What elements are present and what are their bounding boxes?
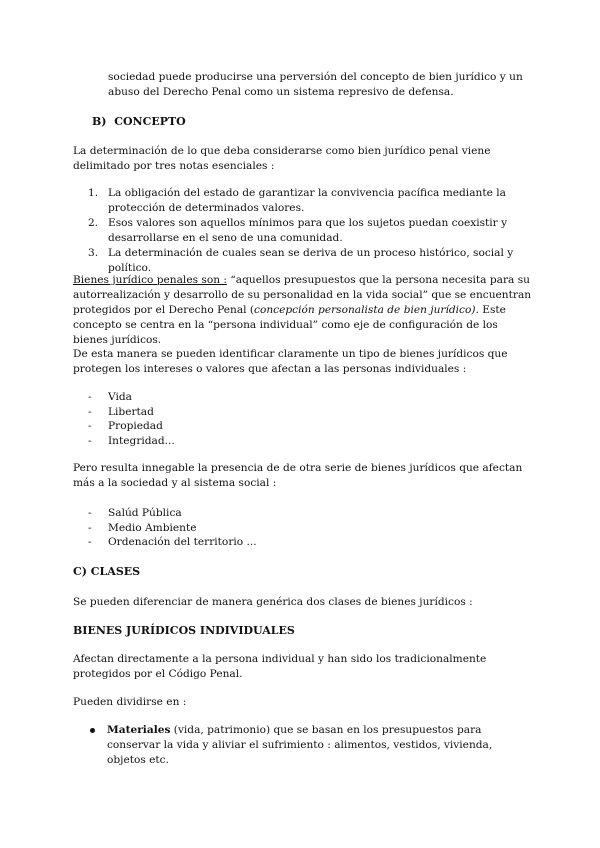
materiales-term: Materiales bbox=[107, 724, 171, 736]
list-item: - Integridad... bbox=[88, 434, 175, 447]
list-item: - Salúd Pública bbox=[88, 507, 182, 519]
definition-term: Bienes jurídico penales son : bbox=[73, 274, 227, 286]
materiales-bullet-list bbox=[88, 723, 528, 768]
list-item: 3. La determinación de cuales sean se deriva de un proceso histórico, social y político. bbox=[88, 247, 514, 274]
essential-notes-list bbox=[88, 186, 538, 276]
section-b-heading bbox=[92, 115, 186, 128]
section-b-title: CONCEPTO bbox=[114, 115, 186, 128]
social-goods-list bbox=[88, 506, 257, 550]
list-item: - Propiedad bbox=[88, 420, 163, 432]
clases-intro: Se pueden diferenciar de manera genérica dos clases de bienes jurídicos : bbox=[73, 596, 473, 608]
concept-intro: La determinación de lo que deba considerarse como bien jurídico penal viene delimitado por tres notas esenciales : bbox=[73, 145, 491, 172]
list-item: 1. La obligación del estado de garantizar la convivencia pacífica mediante la protección de determinados valores. bbox=[88, 187, 506, 214]
intro-continuation: sociedad puede producirse una perversión del concepto de bien jurídico y un abuso del Derecho Penal como un sistema represivo de defensa. bbox=[108, 71, 523, 98]
definition-paragraph: Bienes jurídico penales son : “aquellos presupuestos que la persona necesita para su autorrealización y desarrollo de su personalidad en la vida social” que se encuentran protegidos por el Derecho Penal (concepción personalista de bien jurídico). Este concepto se centra en la “persona individual” como eje de configuración de los bienes jurídicos. bbox=[73, 274, 532, 346]
list-item: - Ordenación del territorio ... bbox=[88, 536, 257, 548]
list-item: - Medio Ambiente bbox=[88, 521, 197, 534]
list-item: 2. Esos valores son aquellos mínimos para que los sujetos puedan coexistir y desarrollarse en el seno de una comunidad. bbox=[88, 217, 508, 244]
division-intro: Pueden dividirse en : bbox=[73, 696, 187, 708]
individuales-paragraph: Afectan directamente a la persona individual y han sido los tradicionalmente protegidos por el Código Penal. bbox=[73, 653, 487, 680]
section-c-heading: C) CLASES bbox=[73, 565, 141, 578]
list-item: - Vida bbox=[88, 391, 132, 403]
list-item: Materiales (vida, patrimonio) que se basan en los presupuestos para conservar la vida y aliviar el sufrimiento : alimentos, vestidos, vivienda, objetos etc. bbox=[88, 723, 528, 768]
section-b-label: B) bbox=[92, 115, 107, 128]
social-goods-intro: Pero resulta innegable la presencia de de otra serie de bienes jurídicos que afectan más a la sociedad y al sistema social : bbox=[73, 462, 523, 489]
individual-goods-list bbox=[88, 390, 175, 448]
individuales-heading: BIENES JURÍDICOS INDIVIDUALES bbox=[73, 624, 295, 637]
individual-goods-intro: De esta manera se pueden identificar claramente un tipo de bienes jurídicos que protegen los intereses o valores que afectan a las personas individuales : bbox=[73, 348, 508, 375]
bullet-icon bbox=[90, 728, 95, 733]
list-item: - Libertad bbox=[88, 405, 154, 418]
